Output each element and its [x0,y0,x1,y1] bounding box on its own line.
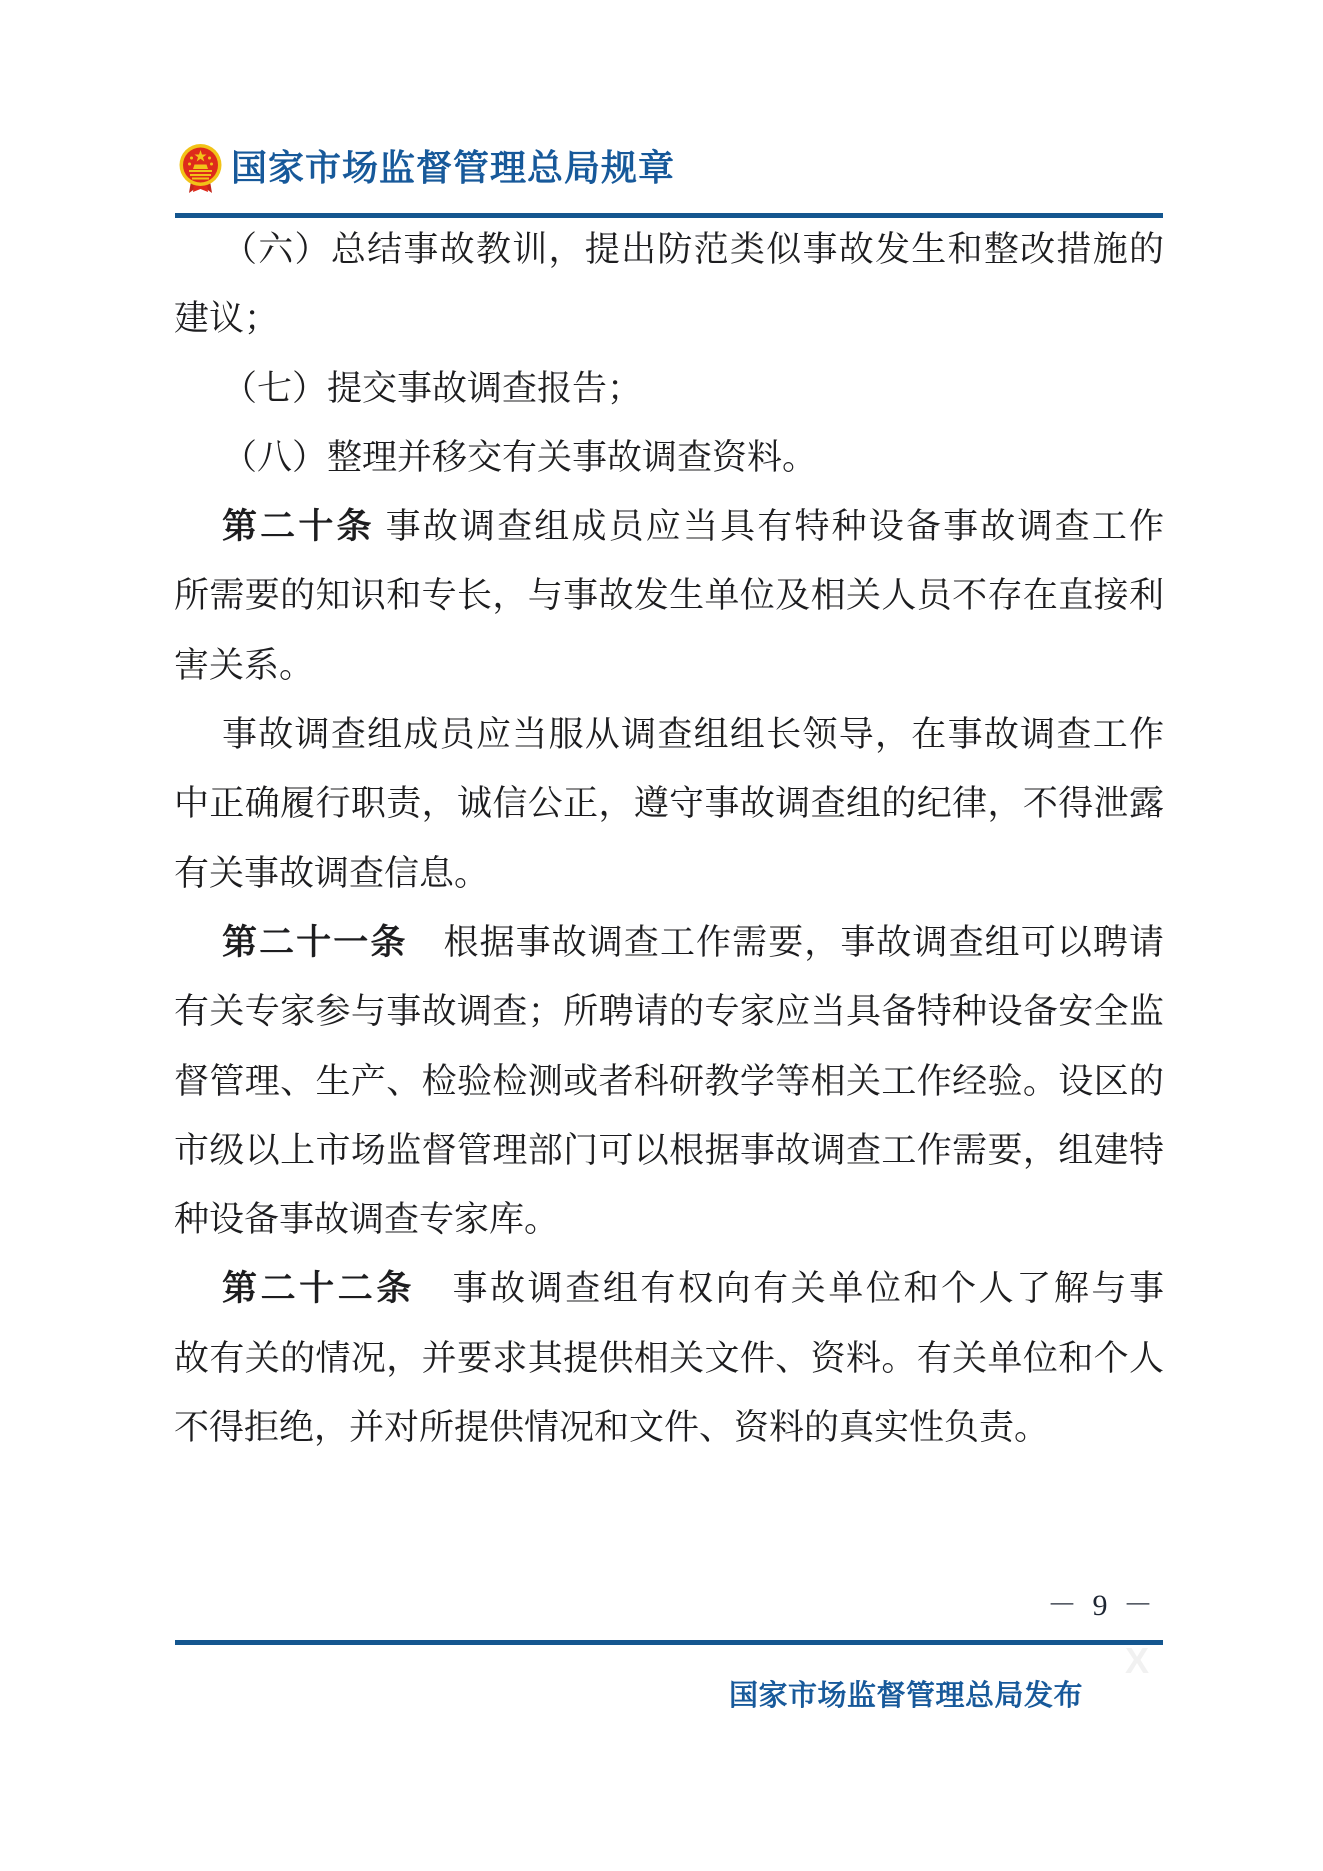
text-line-p1-l1: （六）总结事故教训，提出防范类似事故发生和整改措施的 [222,230,1164,269]
text-line-p4-l3: 害关系。 [174,645,315,685]
article-number: 第二十条 [222,507,375,547]
page-number: － 9 － [1047,1589,1157,1622]
china-national-emblem-icon [177,143,224,194]
text-line-p5-l3: 有关事故调查信息。 [174,853,490,893]
text-line-p3-l1: （八）整理并移交有关事故调查资料。 [222,437,818,477]
text-line-p6-l2: 有关专家参与事故调查；所聘请的专家应当具备特种设备安全监 [174,992,1164,1032]
footer-divider [175,1640,1163,1645]
article-number: 第二十二条 [222,1269,415,1309]
text-line-p6-l1: 第二十一条 根据事故调查工作需要，事故调查组可以聘请 [222,922,1164,962]
article-number: 第二十一条 [222,922,408,962]
publisher-label: 国家市场监督管理总局发布 [728,1680,1083,1712]
text-line-p7-l1: 第二十二条 事故调查组有权向有关单位和个人了解与事 [222,1269,1164,1309]
text-line-p6-l4: 市级以上市场监督管理部门可以根据事故调查工作需要，组建特 [174,1130,1164,1170]
text-line-p6-l5: 种设备事故调查专家库。 [174,1200,560,1240]
text-line-p4-l1: 第二十条 事故调查组成员应当具有特种设备事故调查工作 [222,507,1164,547]
text-line-p4-l2: 所需要的知识和专长，与事故发生单位及相关人员不存在直接利 [174,576,1164,616]
text-line-p1-l2: 建议； [174,299,280,339]
text-line-p5-l2: 中正确履行职责，诚信公正，遵守事故调查组的纪律，不得泄露 [174,784,1164,824]
text-line-p7-l2: 故有关的情况，并要求其提供相关文件、资料。有关单位和个人 [174,1338,1164,1378]
text-line-p2-l1: （七）提交事故调查报告； [222,368,643,408]
watermark-letter: X [1125,1640,1150,1681]
page-title: 国家市场监督管理总局规章 [231,147,676,188]
text-line-p5-l1: 事故调查组成员应当服从调查组组长领导，在事故调查工作 [222,715,1164,755]
text-line-p7-l3: 不得拒绝，并对所提供情况和文件、资料的真实性负责。 [174,1408,1050,1448]
text-line-p6-l3: 督管理、生产、检验检测或者科研教学等相关工作经验。设区的 [174,1061,1164,1101]
document-body [174,215,1164,1462]
